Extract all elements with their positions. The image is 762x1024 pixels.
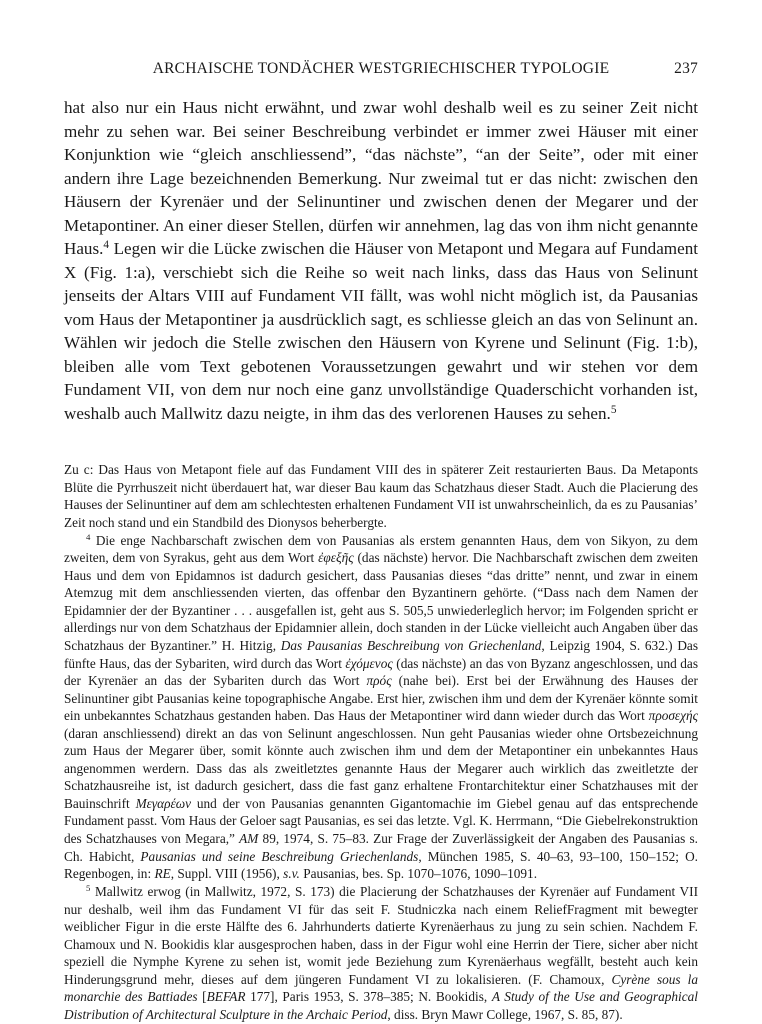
citation-title: A Study of the Use and Geographical Distribution of Architectural Sculpture in the Archaic Period: [64, 989, 698, 1022]
footnote-4-text: , Leipzig 1904, S. 632.) Das fünfte Haus, das der Sybariten, wird durch das Wort: [64, 637, 699, 671]
footnote-ref-5: 5: [610, 403, 617, 416]
main-paragraph: [64, 96, 698, 425]
citation-title: Das Pausanias Beschreibung von Griechenland: [280, 637, 542, 653]
greek-word: ἐφεξῆς: [318, 550, 354, 566]
footnote-4-text: Die enge Nachbarschaft zwischen dem von Pausanias als erstem genannten Haus, dem von Sikyon, zu dem zweiten, dem von Syrakus, geht aus dem Wort: [64, 532, 698, 566]
footnote-4-text: und der von Pausanias genannten Gigantomachie im Giebel genau auf das entsprechende Fundament passt. Vom Haus der Geloer sagt Pausanias, es sei das letzte. Vgl. K. Herrmann, “Die Giebelrekonstruktion des Schatzhauses von Megara,”: [64, 795, 698, 846]
footnote-c: Zu c: Das Haus von Metapont fiele auf das Fundament VIII des in späterer Zeit restaurierten Baus. Da Metaponts Blüte die Pyrrhuszeit nicht überdauert hat, war dieser Bau kaum das Schatzhaus dieser Stadt. Auch die Placierung des Hauses der Selinuntiner auf dem am schlechtesten erhaltenen Fundament VII ist unwahrscheinlich, da es zu Pausanias’ Zeit noch stand und ein Standbild des Dionysos beherbergte.: [64, 462, 698, 530]
footnotes: [64, 461, 698, 1024]
footnote-4-text: 89, 1974, S. 75–83. Zur Frage der Zuverlässigkeit der Angaben des Pausanias s. Ch. Habicht,: [64, 830, 698, 864]
journal-abbreviation: AM: [239, 830, 259, 846]
footnote-4-text: , München 1985, S. 40–63, 93–100, 150–152; O. Regenbogen, in:: [64, 848, 698, 882]
greek-word: προσεχής: [648, 708, 698, 724]
footnote-5-text: Mallwitz erwog (in Mallwitz, 1972, S. 173) die Placierung der Schatzhauses der Kyrenäer auf Fundament VII nur deshalb, weil ihm das Fundament VI für das seit F. Studniczka nach einem ReliefFragment mit bewegter weiblicher Figur in die erste Hälfte des 6. Jahrhunderts datierte Kyrenäerhaus zu jung zu sein schien. Nachdem F. Chamoux und N. Bookidis klar ausgesprochen haben, dass in der Figur wohl eine Herrin der Tiere, sicher aber nicht speziell die Nymphe Kyrene zu sehen ist, womit jede Beziehung zum Kyrenäerhaus wegfällt, besteht auch kein Hinderungsgrund mehr, dieses auf dem jüngeren Fundament VI zu lokalisieren. (F. Chamoux,: [64, 884, 698, 987]
footnote-5: [64, 883, 698, 1023]
footnote-5-text: [: [197, 989, 207, 1005]
page-number: 237: [674, 60, 698, 77]
paragraph-text-part-1: hat also nur ein Haus nicht erwähnt, und zwar wohl deshalb weil es zu seiner Zeit nicht mehr zu sehen war. Bei seiner Beschreibung verbindet er immer zwei Häuser mit einer Konjunktion wie “gleich anschliessend”, “das nächste”, “an der Seite”, oder mit einer andern ihre Lage bezeichnenden Bemerkung. Nur zweimal tut er das nicht: zwischen den Häusern der Kyrenäer und der Selinuntiner und zwischen denen der Megarer und der Metapontiner. An einer dieser Stellen, dürfen wir annehmen, lag das von ihm nicht genannte Haus.: [64, 98, 698, 258]
citation-title: Pausanias und seine Beschreibung Griechenlands: [140, 848, 419, 864]
series-abbreviation: BEFAR: [206, 989, 246, 1005]
greek-word: Μεγαρέων: [135, 795, 192, 811]
paragraph-text-part-2: Legen wir die Lücke zwischen die Häuser von Metapont und Megara auf Fundament X (Fig. 1:a), verschiebt sich die Reihe so weit nach links, dass das Haus von Selinunt jenseits der Altars VIII auf Fundament VII fällt, was wohl nicht möglich ist, da Pausanias vom Haus der Metapontiner ja ausdrücklich sagt, es schliesse gleich an das von Selinunt an. Wählen wir jedoch die Stelle zwischen den Häusern von Kyrene und Selinunt (Fig. 1:b), bleiben alle vom Text gebotenen Voraussetzungen gewahrt und wir stehen vor dem Fundament VII, von dem nur noch eine ganz unvollständige Quaderschicht vorhanden ist, weshalb auch Mallwitz dazu neigte, in ihm das des verlorenen Hauses zu sehen.: [64, 239, 698, 423]
footnote-4-text: , Suppl. VIII (1956),: [170, 866, 284, 882]
main-text: [64, 96, 698, 425]
footnote-5-number: 5: [86, 883, 91, 894]
footnote-4-text: (das nächste) an das von Byzanz angeschlossen, und das der Kyrenäer an das der Sybariten durch das Wort: [64, 655, 698, 689]
greek-word: πρός: [366, 673, 392, 689]
journal-abbreviation: RE: [154, 866, 171, 882]
running-title: ARCHAISCHE TONDÄCHER WESTGRIECHISCHER TYPOLOGIE: [152, 60, 610, 77]
sub-voce: s.v.: [283, 866, 300, 882]
footnote-ref-4: 4: [103, 238, 110, 251]
footnote-5-text: , diss. Bryn Mawr College, 1967, S. 85, 87).: [387, 1006, 623, 1022]
footnote-4-text: Pausanias, bes. Sp. 1070–1076, 1090–1091.: [299, 866, 538, 882]
footnote-4-text: (nahe bei). Erst bei der Erwähnung des Hauses der Selinuntiner gibt Pausanias keine topographische Angabe. Erst hier, zwischen ihm und dem der Kyrenäer könnte somit ein unbekanntes Schatzhaus gestanden haben. Das Haus der Metapontiner wird dann wieder durch das Wort: [64, 673, 698, 724]
footnote-4: [64, 532, 698, 883]
footnote-4-text: (daran anschliessend) direkt an das von Selinunt angeschlossen. Nun geht Pausanias wieder ohne Ortsbezeichnung zum Haus der Megarer über, somit könnte auch zwischen ihm und dem der Metapontiner ein unbekanntes Haus angenommen werdern. Dass das als zweitletztes genannte Haus der Megarer auch wirklich das zweitletzte der Schatzhausreihe ist, ist dadurch gesichert, dass die fast ganz erhaltene Frontarchitektur einer Schatzhauses mit der Bauinschrift: [64, 725, 698, 811]
greek-word: ἐχόμενος: [345, 655, 393, 671]
citation-title: Cyrène sous la monarchie des Battiades: [64, 971, 698, 1005]
footnote-5-text: 177], Paris 1953, S. 378–385; N. Bookidis,: [245, 989, 492, 1005]
footnote-4-number: 4: [86, 531, 91, 542]
footnote-4-text: (das nächste) hervor. Die Nachbarschaft zwischen dem zweiten Haus und dem von Epidamnos ist dadurch gesichert, dass Pausanias dieses “das dritte” nennt, und zwar in einem Atemzug mit dem anschliessenden vierten, das offenbar den Byzantinern gehörte. (“Dass nach dem Namen der Epidamnier der der Byzantiner . . . ausgefallen ist, geht aus S. 505,5 unwiederleglich hervor; im Folgenden spricht er allerdings nur von dem Schatzhaus der Epidamnier allein, doch standen in der Lücke vielleicht auch Angaben über das Schatzhaus der Byzantiner.” H. Hitzig,: [64, 550, 698, 653]
